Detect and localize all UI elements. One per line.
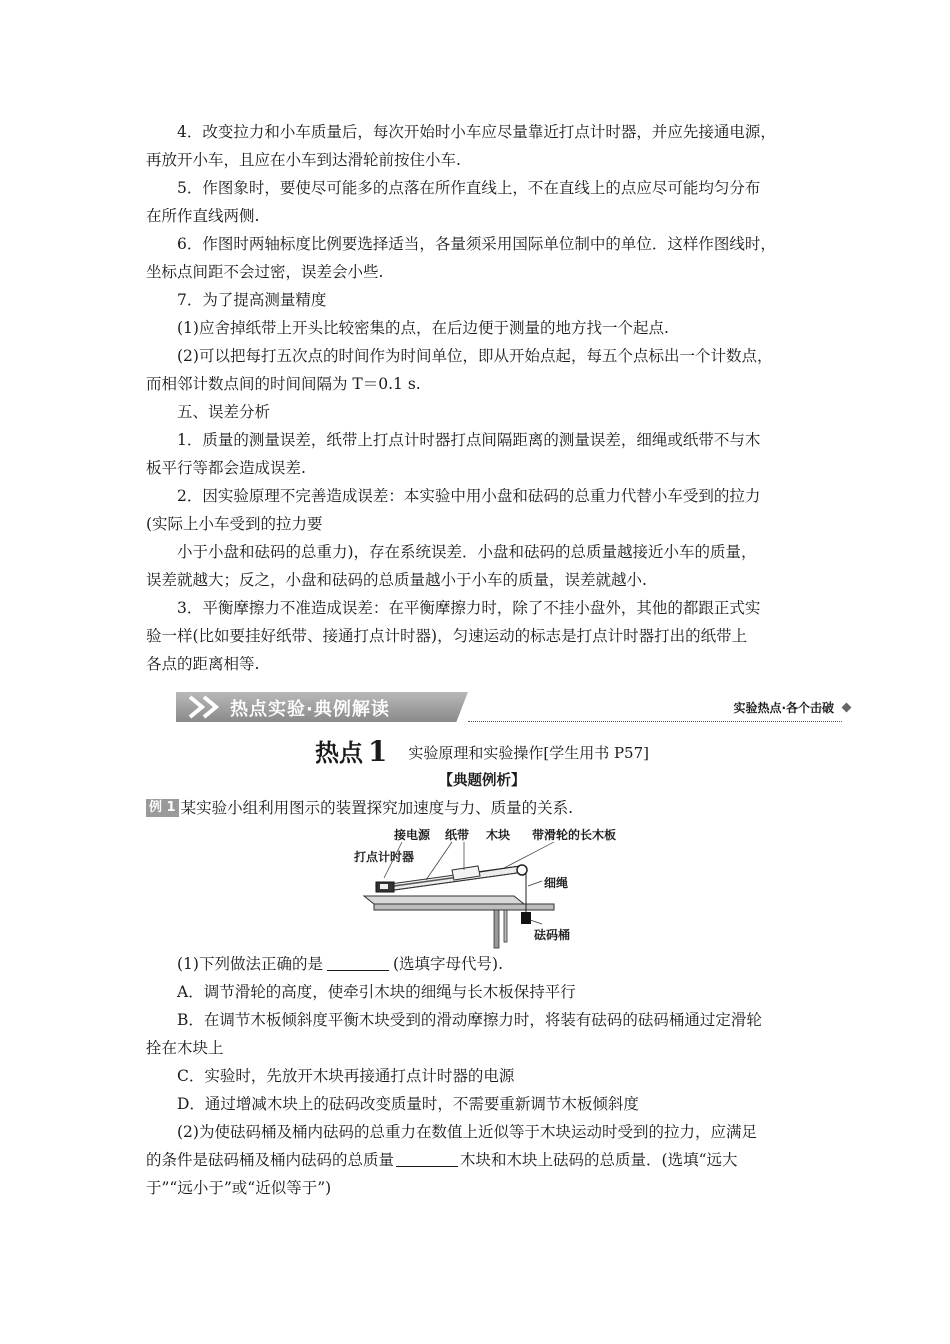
paragraph: 7．为了提高测量精度 <box>177 291 327 309</box>
paragraph: 验一样(比如要挂好纸带、接通打点计时器)，匀速运动的标志是打点计时器打出的纸带上 <box>146 627 748 645</box>
question-2-suffix: 木块和木块上砝码的总质量．(选填“远大 <box>460 1151 738 1169</box>
hotspot-heading <box>146 736 818 768</box>
paragraph: 小于小盘和砝码的总重力)，存在系统误差．小盘和砝码的总质量越接近小车的质量， <box>177 543 757 561</box>
label-timer: 打点计时器 <box>354 850 415 864</box>
option-b-cont: 拴在木块上 <box>146 1039 224 1057</box>
question-2-text: 的条件是砝码桶及桶内砝码的总质量 <box>146 1151 395 1169</box>
typical-example-heading: 【典题例析】 <box>438 772 526 789</box>
paragraph: 板平行等都会造成误差. <box>146 459 306 477</box>
example-stem <box>146 794 818 822</box>
hotspot-subtitle: 实验原理和实验操作[学生用书 P57] <box>408 744 649 762</box>
document-page <box>146 118 834 1202</box>
example-stem-text: 某实验小组利用图示的装置探究加速度与力、质量的关系. <box>180 799 574 817</box>
label-tape: 纸带 <box>445 828 470 842</box>
apparatus-figure <box>354 826 654 950</box>
paragraph: 误差就越大；反之，小盘和砝码的总质量越小于小车的质量，误差就越小. <box>146 571 647 589</box>
paragraph: (实际上小车受到的拉力要 <box>146 515 323 533</box>
option-d: D．通过增减木块上的砝码改变质量时，不需要重新调节木板倾斜度 <box>177 1095 639 1113</box>
paragraph: 坐标点间距不会过密，误差会小些. <box>146 263 384 281</box>
question-2-end: 于”“远小于”或“近似等于”) <box>146 1179 332 1197</box>
banner-title: 热点实验·典例解读 <box>230 699 390 720</box>
question-1-suffix: (选填字母代号). <box>392 955 503 973</box>
banner-rule <box>468 721 842 722</box>
diamond-icon <box>842 703 852 713</box>
double-chevron-icon <box>188 695 228 719</box>
option-c: C．实验时，先放开木块再接通打点计时器的电源 <box>177 1067 515 1085</box>
option-b: B．在调节木板倾斜度平衡木块受到的滑动摩擦力时，将装有砝码的砝码桶通过定滑轮 <box>177 1011 762 1029</box>
paragraph: 1．质量的测量误差，纸带上打点计时器打点间隔距离的测量误差，细绳或纸带不与木 <box>177 431 761 449</box>
label-board: 带滑轮的长木板 <box>532 828 617 842</box>
paragraph: 各点的距离相等. <box>146 655 260 673</box>
question-1-text: (1)下列做法正确的是 <box>177 955 323 973</box>
paragraph: 再放开小车，且应在小车到达滑轮前按住小车. <box>146 151 461 169</box>
paragraph: (2)可以把每打五次点的时间作为时间单位，即从开始点起，每五个点标出一个计数点， <box>177 347 773 365</box>
hotspot-number: 1 <box>367 735 388 768</box>
question-2-cont <box>146 1146 818 1174</box>
answer-blank <box>396 1152 458 1167</box>
paragraph: 而相邻计数点间的时间间隔为 T＝0.1 s. <box>146 375 421 393</box>
paragraph: (1)应舍掉纸带上开头比较密集的点，在后边便于测量的地方找一个起点. <box>177 319 669 337</box>
paragraph: 4．改变拉力和小车质量后，每次开始时小车应尽量靠近打点计时器，并应先接通电源， <box>177 123 776 141</box>
label-bucket: 砝码桶 <box>534 928 571 942</box>
paragraph: 5．作图象时，要使尽可能多的点落在所作直线上，不在直线上的点应尽可能均匀分布 <box>177 179 761 197</box>
paragraph: 6．作图时两轴标度比例要选择适当，各量须采用国际单位制中的单位．这样作图线时， <box>177 235 776 253</box>
example-tag: 例 1 <box>146 799 179 817</box>
question-1 <box>146 950 818 978</box>
hotspot-label: 热点 <box>314 739 363 767</box>
label-block: 木块 <box>486 828 511 842</box>
answer-blank <box>327 956 389 971</box>
label-power: 接电源 <box>394 828 431 842</box>
section-banner <box>176 692 852 728</box>
label-rope: 细绳 <box>544 876 569 890</box>
section-title: 五、误差分析 <box>177 403 271 421</box>
paragraph: 在所作直线两侧. <box>146 207 260 225</box>
banner-right-label: 实验热点·各个击破 <box>733 701 834 715</box>
option-a: A．调节滑轮的高度，使牵引木块的细绳与长木板保持平行 <box>177 983 576 1001</box>
paragraph: 2．因实验原理不完善造成误差：本实验中用小盘和砝码的总重力代替小车受到的拉力 <box>177 487 761 505</box>
apparatus-diagram <box>354 826 654 950</box>
question-2: (2)为使砝码桶及桶内砝码的总重力在数值上近似等于木块运动时受到的拉力，应满足 <box>177 1123 757 1141</box>
paragraph: 3．平衡摩擦力不准造成误差：在平衡摩擦力时，除了不挂小盘外，其他的都跟正式实 <box>177 599 761 617</box>
